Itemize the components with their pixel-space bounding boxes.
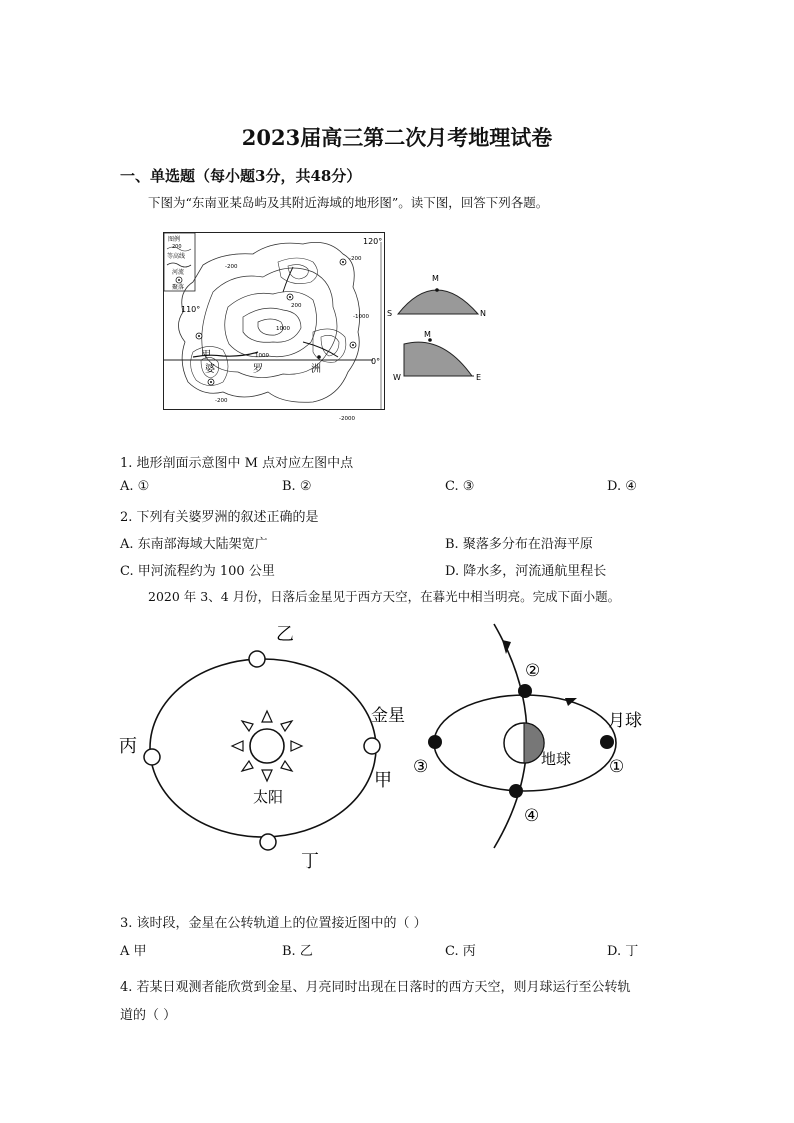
orbit-point-ding xyxy=(260,834,276,850)
q2-option-d[interactable]: D. 降水多，河流通航里程长 xyxy=(445,564,607,579)
sun-label: 太阳 xyxy=(253,788,284,806)
label-jia: 甲 xyxy=(374,770,392,791)
arrow-icon xyxy=(502,640,511,654)
legend-title: 图例 xyxy=(168,236,181,243)
legend-contour-label: 等高线 xyxy=(167,253,186,260)
place-label-zhou: 洲 xyxy=(311,364,321,375)
moon-position-3 xyxy=(428,735,442,749)
label-ding: 丁 xyxy=(301,851,319,872)
question-4-stem-line-1: 4. 若某日观测者能欣赏到金星、月亮同时出现在日落时的西方天空，则月球运行至公转轨 xyxy=(120,980,631,995)
legend-contour-value: 200 xyxy=(172,244,182,250)
q2-option-c[interactable]: C. 甲河流程约为 100 公里 xyxy=(120,564,275,579)
moon-position-2 xyxy=(518,684,532,698)
depth-label: -200 xyxy=(225,264,238,270)
q3-option-a[interactable]: A 甲 xyxy=(120,944,147,959)
elevation-label: 1000 xyxy=(255,353,269,359)
q1-option-a[interactable]: A. ① xyxy=(120,479,150,494)
elevation-label: 200 xyxy=(291,303,302,309)
profile-label-m: M xyxy=(424,330,431,339)
profile-label-s: S xyxy=(387,309,393,318)
profile-label-m: M xyxy=(432,274,439,283)
profile-point-m xyxy=(435,288,439,292)
terrain-profile-sn xyxy=(386,270,488,318)
label-venus: 金星 xyxy=(371,706,405,726)
orbit-point-jia xyxy=(364,738,380,754)
q1-option-d[interactable]: D. ④ xyxy=(607,479,637,494)
moon-position-4 xyxy=(509,784,523,798)
earth-label: 地球 xyxy=(541,750,572,768)
depth-label: -200 xyxy=(349,256,362,262)
q3-option-c[interactable]: C. 丙 xyxy=(445,944,476,959)
question-1-stem: 1. 地形剖面示意图中 M 点对应左图中点 xyxy=(120,456,354,471)
label-yi: 乙 xyxy=(276,624,294,645)
label-bing: 丙 xyxy=(119,736,137,757)
page-title: 2023届高三第二次月考地理试卷 xyxy=(241,125,553,150)
q2-option-a[interactable]: A. 东南部海域大陆架宽广 xyxy=(120,537,268,552)
profile-label-n: N xyxy=(480,309,486,318)
question-4-stem-line-2: 道的（ ） xyxy=(120,1008,177,1023)
question-3-stem: 3. 该时段，金星在公转轨道上的位置接近图中的（ ） xyxy=(120,916,427,931)
moon-position-1 xyxy=(600,735,614,749)
elevation-label: 1000 xyxy=(276,326,290,332)
lon-left-label: 110° xyxy=(181,305,201,314)
profile-label-w: W xyxy=(393,373,401,382)
section-heading: 一、单选题（每小题3分，共48分） xyxy=(120,167,362,185)
q1-option-b[interactable]: B. ② xyxy=(282,479,312,494)
sun-icon xyxy=(250,729,284,763)
place-label-jia: 甲 xyxy=(201,350,211,361)
moon-label: 月球 xyxy=(608,711,642,731)
label-3: ③ xyxy=(413,757,429,777)
label-2: ② xyxy=(525,661,541,681)
q1-option-c[interactable]: C. ③ xyxy=(445,479,475,494)
question-2-stem: 2. 下列有关婆罗洲的叙述正确的是 xyxy=(120,510,319,525)
arrow-icon xyxy=(565,698,577,706)
intro-text-1: 下图为“东南亚某岛屿及其附近海域的地形图”。读下图，回答下列各题。 xyxy=(148,195,549,210)
place-label-po: 婆 xyxy=(205,364,215,375)
place-label-luo: 罗 xyxy=(253,364,263,375)
equator-label: 0° xyxy=(371,357,381,366)
terrain-profile-we xyxy=(392,328,488,382)
label-1: ① xyxy=(609,757,625,777)
label-4: ④ xyxy=(524,806,540,826)
depth-label: -1000 xyxy=(353,314,369,320)
depth-label: -200 xyxy=(215,398,228,404)
intro-text-2: 2020 年 3、4 月份，日落后金星见于西方天空，在暮光中相当明亮。完成下面小题。 xyxy=(148,589,621,604)
orbit-point-bing xyxy=(144,749,160,765)
q3-option-b[interactable]: B. 乙 xyxy=(282,944,313,959)
moon-orbit-diagram xyxy=(410,618,660,853)
lon-right-label: 120° xyxy=(363,237,383,246)
orbit-point-yi xyxy=(249,651,265,667)
point-marker xyxy=(317,355,321,359)
profile-label-e: E xyxy=(476,373,482,382)
venus-orbit-diagram xyxy=(115,618,415,876)
q2-option-b[interactable]: B. 聚落多分布在沿海平原 xyxy=(445,537,593,552)
legend-settlement-label: 聚落 xyxy=(172,284,185,291)
q3-option-d[interactable]: D. 丁 xyxy=(607,944,639,959)
topographic-map xyxy=(163,232,385,422)
depth-label: -2000 xyxy=(339,416,355,422)
legend-river-label: 河流 xyxy=(172,269,185,276)
